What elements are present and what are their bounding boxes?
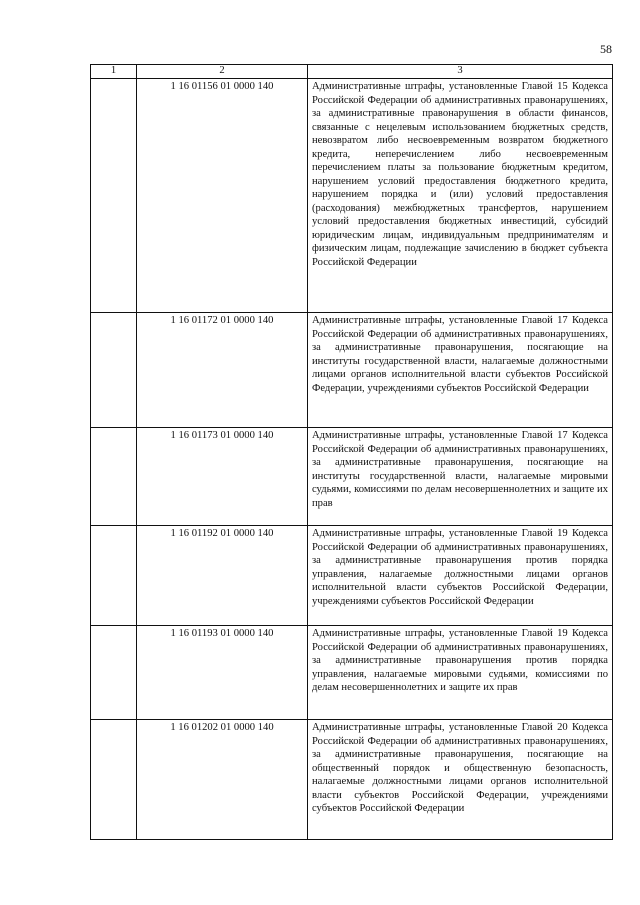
row-code: 1 16 01202 01 0000 140: [137, 720, 308, 840]
table-row: [91, 526, 613, 626]
table-row: [91, 428, 613, 526]
row-description: Административные штрафы, установленные Главой 19 Кодекса Российской Федерации об административных правонарушениях, за административные правонарушения против порядка управления, налагаемые должностными лицами органов исполнительной власти субъектов Российской Федерации, учреждениями субъектов Российской Федерации: [308, 526, 613, 626]
row-col1-cell: [91, 626, 137, 720]
row-col1-cell: [91, 526, 137, 626]
header-row: [91, 65, 613, 79]
table-header: [91, 65, 613, 79]
row-col1-cell: [91, 313, 137, 428]
row-description: Административные штрафы, установленные Главой 20 Кодекса Российской Федерации об административных правонарушениях, за административные правонарушения, посягающие на общественный порядок и общественную безопасность, налагаемые должностными лицами органов исполнительной власти субъектов Российской Федерации, учреждениями субъектов Российской Федерации: [308, 720, 613, 840]
row-col1-cell: [91, 720, 137, 840]
row-code: 1 16 01156 01 0000 140: [137, 79, 308, 313]
row-col1-cell: [91, 79, 137, 313]
row-code: 1 16 01173 01 0000 140: [137, 428, 308, 526]
row-col1-cell: [91, 428, 137, 526]
row-code: 1 16 01172 01 0000 140: [137, 313, 308, 428]
table-row: [91, 626, 613, 720]
table-row: [91, 720, 613, 840]
row-code: 1 16 01192 01 0000 140: [137, 526, 308, 626]
row-description: Административные штрафы, установленные Главой 19 Кодекса Российской Федерации об административных правонарушениях, за административные правонарушения против порядка управления, налагаемые мировыми судьями, комиссиями по делам несовершеннолетних и защите их прав: [308, 626, 613, 720]
row-code: 1 16 01193 01 0000 140: [137, 626, 308, 720]
header-col-3: 3: [308, 65, 613, 79]
header-col-1: 1: [91, 65, 137, 79]
page-number: 58: [600, 42, 612, 56]
budget-classification-table: [90, 64, 613, 840]
table-row: [91, 313, 613, 428]
table-body: [91, 79, 613, 840]
table-row: [91, 79, 613, 313]
row-description: Административные штрафы, установленные Главой 15 Кодекса Российской Федерации об административных правонарушениях, за административные правонарушения в области финансов, связанные с нецелевым использованием бюджетных средств, невозвратом либо несвоевременным возвратом бюджетного кредита, неперечислением либо несвоевременным перечислением платы за пользование бюджетным кредитом, нарушением условий предоставления бюджетного кредита, нарушением порядка и (или) условий предоставления (расходования) межбюджетных трансфертов, нарушением условий предоставления бюджетных инвестиций, субсидий юридическим лицам, индивидуальным предпринимателям и физическим лицам, подлежащие зачислению в бюджет субъекта Российской Федерации: [308, 79, 613, 313]
row-description: Административные штрафы, установленные Главой 17 Кодекса Российской Федерации об административных правонарушениях, за административные правонарушения, посягающие на институты государственной власти, налагаемые мировыми судьями, комиссиями по делам несовершеннолетних и защите их прав: [308, 428, 613, 526]
row-description: Административные штрафы, установленные Главой 17 Кодекса Российской Федерации об административных правонарушениях, за административные правонарушения, посягающие на институты государственной власти, налагаемые должностными лицами органов исполнительной власти субъектов Российской Федерации, учреждениями субъектов Российской Федерации: [308, 313, 613, 428]
header-col-2: 2: [137, 65, 308, 79]
